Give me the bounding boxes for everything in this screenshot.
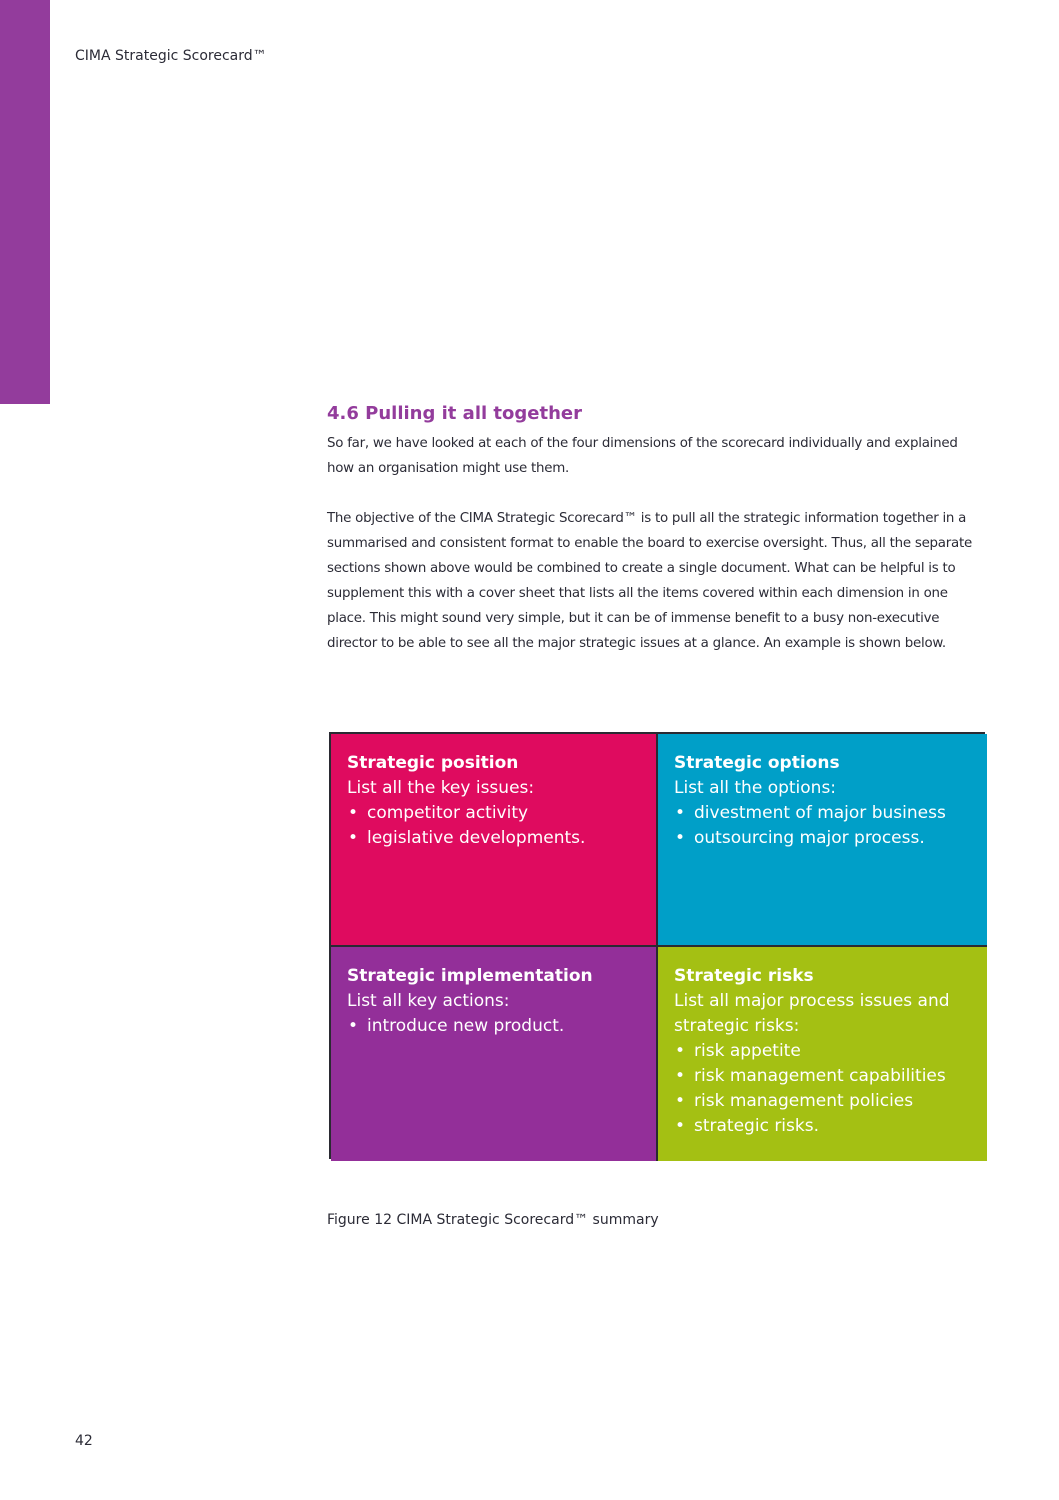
quadrant-intro: List all the key issues: bbox=[347, 778, 535, 798]
quadrant-list bbox=[674, 801, 973, 851]
quadrant-strategic-options bbox=[658, 734, 987, 947]
list-item bbox=[347, 801, 642, 826]
quadrant-strategic-risks bbox=[658, 947, 987, 1161]
scorecard-summary-figure bbox=[329, 732, 985, 1159]
objective-paragraph: The objective of the CIMA Strategic Scorecard™ is to pull all the strategic information together in a summarised and consistent format to enable the board to exercise oversight. Thus, all the separate sections shown above would be combined to create a single document. What can be helpful is to supplement this with a cover sheet that lists all the items covered within each dimension in one place. This might sound very simple, but it can be of immense benefit to a busy non-executive director to be able to see all the major strategic issues at a glance. An example is shown below. bbox=[327, 511, 972, 651]
quadrant-list bbox=[674, 1039, 973, 1139]
bullet-icon: • bbox=[675, 1091, 686, 1111]
list-item bbox=[674, 1064, 973, 1089]
quadrant-title: Strategic risks bbox=[674, 966, 814, 986]
section-4-6 bbox=[327, 402, 987, 681]
running-header: CIMA Strategic Scorecard™ bbox=[75, 48, 267, 64]
quadrant-title: Strategic options bbox=[674, 753, 840, 773]
list-item bbox=[674, 826, 973, 851]
bullet-icon: • bbox=[348, 828, 359, 848]
quadrant-intro: List all major process issues and strategic risks: bbox=[674, 991, 950, 1036]
quadrant-list bbox=[347, 1014, 642, 1039]
quadrant-title: Strategic implementation bbox=[347, 966, 593, 986]
section-title: 4.6 Pulling it all together bbox=[327, 403, 582, 424]
page-number: 42 bbox=[75, 1433, 93, 1449]
list-item-text: risk appetite bbox=[694, 1041, 801, 1061]
bullet-icon: • bbox=[675, 828, 686, 848]
list-item bbox=[674, 1089, 973, 1114]
list-item-text: risk management capabilities bbox=[694, 1066, 946, 1086]
list-item-text: legislative developments. bbox=[367, 828, 586, 848]
list-item-text: risk management policies bbox=[694, 1091, 914, 1111]
list-item-text: divestment of major business bbox=[694, 803, 946, 823]
quadrant-list bbox=[347, 801, 642, 851]
list-item-text: outsourcing major process. bbox=[694, 828, 925, 848]
quadrant-title: Strategic position bbox=[347, 753, 519, 773]
list-item bbox=[347, 1014, 642, 1039]
list-item-text: introduce new product. bbox=[367, 1016, 565, 1036]
bullet-icon: • bbox=[348, 1016, 359, 1036]
intro-paragraph: So far, we have looked at each of the four dimensions of the scorecard individually and explained how an organisation might use them. bbox=[327, 436, 958, 476]
quadrant-intro: List all the options: bbox=[674, 778, 837, 798]
list-item-text: competitor activity bbox=[367, 803, 529, 823]
list-item bbox=[674, 1039, 973, 1064]
quadrant-strategic-implementation bbox=[331, 947, 658, 1161]
list-item bbox=[674, 801, 973, 826]
list-item bbox=[347, 826, 642, 851]
list-item bbox=[674, 1114, 973, 1139]
figure-caption: Figure 12 CIMA Strategic Scorecard™ summary bbox=[327, 1212, 659, 1228]
side-color-bar bbox=[0, 0, 50, 404]
bullet-icon: • bbox=[675, 803, 686, 823]
quadrant-strategic-position bbox=[331, 734, 658, 947]
bullet-icon: • bbox=[675, 1041, 686, 1061]
bullet-icon: • bbox=[675, 1066, 686, 1086]
list-item-text: strategic risks. bbox=[694, 1116, 819, 1136]
bullet-icon: • bbox=[675, 1116, 686, 1136]
quadrant-intro: List all key actions: bbox=[347, 991, 510, 1011]
bullet-icon: • bbox=[348, 803, 359, 823]
